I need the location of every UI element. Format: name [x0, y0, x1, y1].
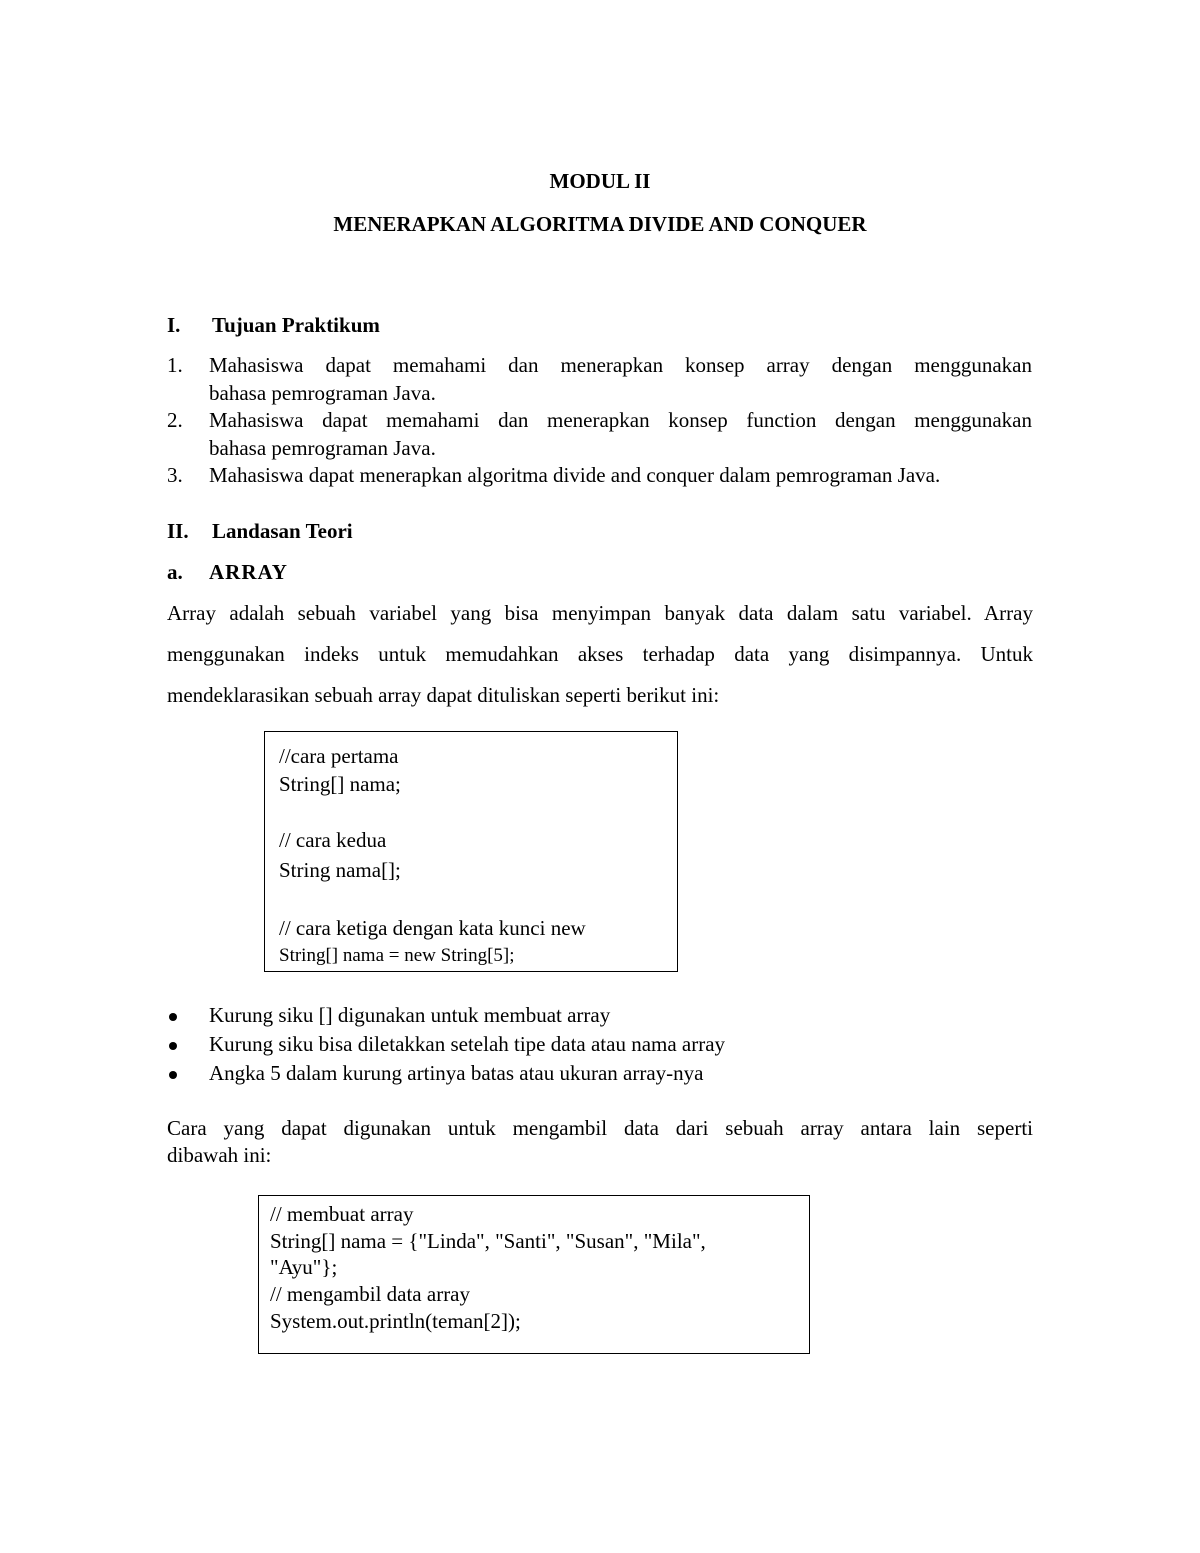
- section2-heading: Landasan Teori: [212, 519, 353, 543]
- module-title: MENERAPKAN ALGORITMA DIVIDE AND CONQUER: [333, 212, 867, 236]
- objective-1-line1: Mahasiswa dapat memahami dan menerapkan konsep array dengan menggunakan: [209, 353, 1032, 377]
- objective-2-line1: Mahasiswa dapat memahami dan menerapkan konsep function dengan menggunakan: [209, 408, 1032, 432]
- array-paragraph-line2: menggunakan indeks untuk memudahkan akses terhadap data yang disimpannya. Untuk: [167, 642, 1033, 666]
- retrieve-paragraph-line1: Cara yang dapat digunakan untuk mengambil data dari sebuah array antara lain seperti: [167, 1116, 1033, 1140]
- code-line: String[] nama = new String[5];: [279, 945, 515, 966]
- objective-1-line2: bahasa pemrograman Java.: [209, 381, 436, 405]
- retrieve-paragraph-line2: dibawah ini:: [167, 1143, 272, 1167]
- objective-1-number: 1.: [167, 353, 183, 377]
- bullet-item-3: Angka 5 dalam kurung artinya batas atau ukuran array-nya: [209, 1061, 704, 1085]
- code-line: String nama[];: [279, 858, 401, 882]
- array-paragraph-line1: Array adalah sebuah variabel yang bisa menyimpan banyak data dalam satu variabel. Array: [167, 601, 1033, 625]
- code-line: System.out.println(teman[2]);: [270, 1309, 521, 1333]
- section2-number: II.: [167, 519, 189, 543]
- code-line: "Ayu"};: [270, 1255, 338, 1279]
- code-line: String[] nama = {"Linda", "Santi", "Susan", "Mila",: [270, 1229, 706, 1253]
- code-line: // cara kedua: [279, 828, 387, 852]
- bullet-item-1: Kurung siku [] digunakan untuk membuat array: [209, 1003, 611, 1027]
- code-box-declaration: [264, 731, 678, 972]
- code-line: // cara ketiga dengan kata kunci new: [279, 916, 586, 940]
- code-line: String[] nama;: [279, 772, 401, 796]
- objective-2-number: 2.: [167, 408, 183, 432]
- objective-3-line1: Mahasiswa dapat menerapkan algoritma divide and conquer dalam pemrograman Java.: [209, 463, 941, 487]
- bullet-icon: [169, 1042, 177, 1050]
- section1-number: I.: [167, 313, 181, 337]
- objective-2-line2: bahasa pemrograman Java.: [209, 436, 436, 460]
- bullet-icon: [169, 1071, 177, 1079]
- code-line: // membuat array: [270, 1202, 414, 1226]
- code-line: // mengambil data array: [270, 1282, 471, 1306]
- bullet-item-2: Kurung siku bisa diletakkan setelah tipe data atau nama array: [209, 1032, 726, 1056]
- code-box-retrieve: [258, 1195, 810, 1354]
- subsection-a-heading: ARRAY: [209, 560, 288, 584]
- objective-3-number: 3.: [167, 463, 183, 487]
- section1-heading: Tujuan Praktikum: [212, 313, 380, 337]
- bullet-icon: [169, 1013, 177, 1021]
- subsection-a-number: a.: [167, 560, 183, 584]
- module-label: MODUL II: [549, 169, 651, 193]
- array-paragraph-line3: mendeklarasikan sebuah array dapat dituliskan seperti berikut ini:: [167, 683, 720, 707]
- code-line: //cara pertama: [279, 744, 399, 768]
